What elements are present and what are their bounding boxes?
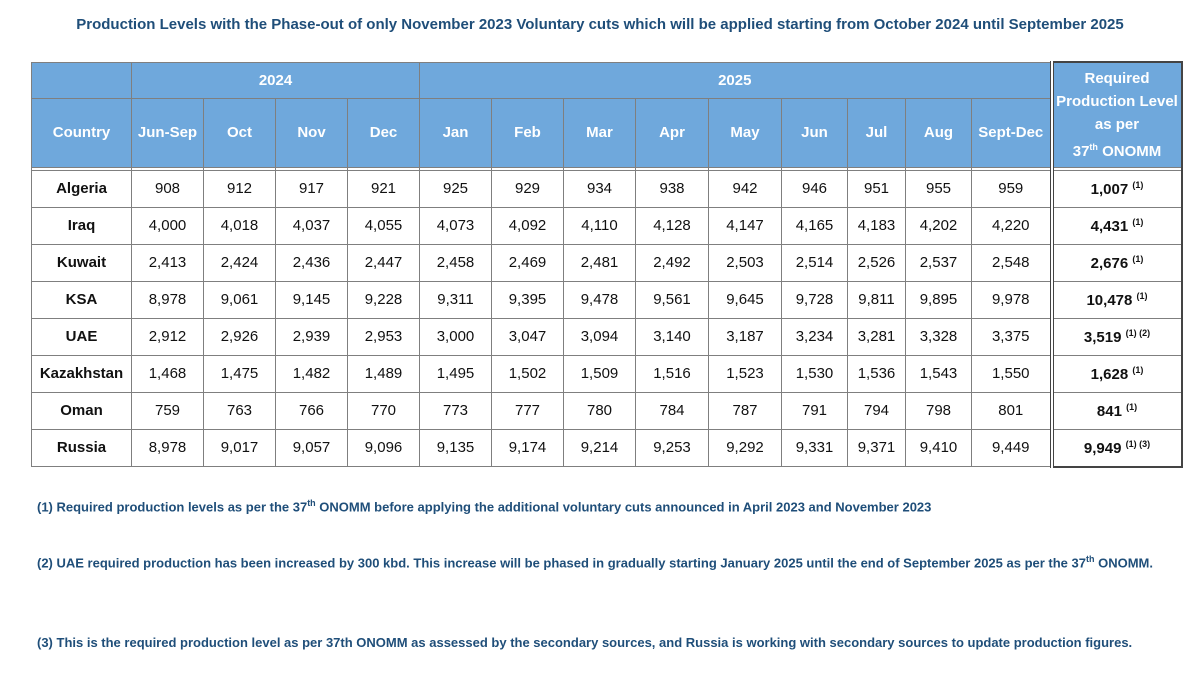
value-cell: 9,061: [204, 281, 276, 318]
required-cell: [1052, 207, 1182, 244]
value-cell: 1,509: [564, 355, 636, 392]
value-cell: 9,135: [420, 429, 492, 467]
value-cell: 2,458: [420, 244, 492, 281]
value-cell: 3,000: [420, 318, 492, 355]
value-cell: 2,424: [204, 244, 276, 281]
required-value: 3,519: [1083, 328, 1122, 346]
month-header: Jun: [782, 98, 848, 167]
month-header: Nov: [276, 98, 348, 167]
footnote-1-sup: th: [307, 498, 316, 508]
required-value: 4,431: [1090, 217, 1129, 235]
value-cell: 1,536: [848, 355, 906, 392]
value-cell: 2,537: [906, 244, 972, 281]
value-cell: 9,253: [636, 429, 709, 467]
page-title: Production Levels with the Phase-out of only November 2023 Voluntary cuts which will be applied starting from October 2024 until September 2025: [76, 16, 1124, 33]
year-2024-header: 2024: [132, 62, 420, 98]
value-cell: 9,096: [348, 429, 420, 467]
value-cell: 773: [420, 392, 492, 429]
value-cell: 1,468: [132, 355, 204, 392]
required-notes: (1) (2): [1125, 327, 1151, 338]
value-cell: 763: [204, 392, 276, 429]
value-cell: 921: [348, 170, 420, 207]
value-cell: 4,073: [420, 207, 492, 244]
country-cell: UAE: [32, 318, 132, 355]
required-header-main: Required Production Level as per: [1056, 69, 1178, 133]
value-cell: 2,939: [276, 318, 348, 355]
table-row: [32, 170, 1182, 207]
value-cell: 2,526: [848, 244, 906, 281]
production-table: [31, 61, 1183, 468]
table-row: [32, 207, 1182, 244]
month-header: May: [709, 98, 782, 167]
month-header: Oct: [204, 98, 276, 167]
month-header-row: [32, 98, 1182, 167]
month-header: Dec: [348, 98, 420, 167]
value-cell: 1,495: [420, 355, 492, 392]
value-cell: 801: [972, 392, 1052, 429]
required-value: 841: [1096, 402, 1122, 420]
value-cell: 4,202: [906, 207, 972, 244]
required-value: 2,676: [1090, 254, 1129, 272]
required-header-num: 37: [1072, 142, 1090, 160]
value-cell: 4,000: [132, 207, 204, 244]
required-value: 1,007: [1090, 180, 1129, 198]
table-body: [32, 167, 1182, 467]
value-cell: 2,413: [132, 244, 204, 281]
footnote-2-post: ONOMM.: [1094, 555, 1153, 571]
value-cell: 787: [709, 392, 782, 429]
value-cell: 2,481: [564, 244, 636, 281]
value-cell: 2,436: [276, 244, 348, 281]
value-cell: 3,187: [709, 318, 782, 355]
value-cell: 3,140: [636, 318, 709, 355]
value-cell: 925: [420, 170, 492, 207]
value-cell: 4,018: [204, 207, 276, 244]
month-header: Feb: [492, 98, 564, 167]
country-column-header: Country: [32, 98, 132, 167]
table-row: [32, 429, 1182, 467]
year-2025-header: 2025: [420, 62, 1052, 98]
value-cell: 951: [848, 170, 906, 207]
value-cell: 9,561: [636, 281, 709, 318]
value-cell: 2,953: [348, 318, 420, 355]
country-cell: Iraq: [32, 207, 132, 244]
footnote-1: [37, 490, 1182, 520]
value-cell: 9,311: [420, 281, 492, 318]
required-notes: (1): [1132, 216, 1144, 227]
required-value: 1,628: [1090, 365, 1129, 383]
value-cell: 791: [782, 392, 848, 429]
required-notes: (1): [1132, 179, 1144, 190]
value-cell: 942: [709, 170, 782, 207]
value-cell: 2,514: [782, 244, 848, 281]
value-cell: 946: [782, 170, 848, 207]
value-cell: 912: [204, 170, 276, 207]
value-cell: 9,371: [848, 429, 906, 467]
month-header: Aug: [906, 98, 972, 167]
value-cell: 2,492: [636, 244, 709, 281]
value-cell: 3,234: [782, 318, 848, 355]
value-cell: 3,047: [492, 318, 564, 355]
value-cell: 1,516: [636, 355, 709, 392]
value-cell: 2,548: [972, 244, 1052, 281]
value-cell: 8,978: [132, 429, 204, 467]
required-notes: (1) (3): [1125, 438, 1151, 449]
value-cell: 3,281: [848, 318, 906, 355]
value-cell: 798: [906, 392, 972, 429]
value-cell: 777: [492, 392, 564, 429]
value-cell: 938: [636, 170, 709, 207]
value-cell: 4,147: [709, 207, 782, 244]
year-header-row: [32, 62, 1182, 98]
required-value: 9,949: [1083, 439, 1122, 457]
country-cell: Algeria: [32, 170, 132, 207]
value-cell: 929: [492, 170, 564, 207]
table-row: [32, 281, 1182, 318]
value-cell: 9,017: [204, 429, 276, 467]
table-row: [32, 318, 1182, 355]
value-cell: 1,523: [709, 355, 782, 392]
required-cell: [1052, 318, 1182, 355]
value-cell: 4,110: [564, 207, 636, 244]
value-cell: 9,728: [782, 281, 848, 318]
value-cell: 4,037: [276, 207, 348, 244]
month-header: Jun-Sep: [132, 98, 204, 167]
value-cell: 4,220: [972, 207, 1052, 244]
footnote-3: (3) This is the required production level as per 37th ONOMM as assessed by the secondary sources, and Russia is working with secondary sources to update production figures.: [37, 635, 1133, 650]
value-cell: 959: [972, 170, 1052, 207]
value-cell: 3,375: [972, 318, 1052, 355]
required-notes: (1): [1136, 290, 1148, 301]
month-header: Sept-Dec: [972, 98, 1052, 167]
footnote-2-sup: th: [1086, 554, 1095, 564]
required-cell: [1052, 392, 1182, 429]
value-cell: 4,055: [348, 207, 420, 244]
required-cell: [1052, 244, 1182, 281]
value-cell: 1,475: [204, 355, 276, 392]
country-cell: Oman: [32, 392, 132, 429]
table-row: [32, 244, 1182, 281]
value-cell: 9,978: [972, 281, 1052, 318]
country-cell: Kuwait: [32, 244, 132, 281]
value-cell: 2,912: [132, 318, 204, 355]
value-cell: 2,503: [709, 244, 782, 281]
value-cell: 1,482: [276, 355, 348, 392]
value-cell: 9,292: [709, 429, 782, 467]
footnote-2-pre: (2) UAE required production has been increased by 300 kbd. This increase will be phased in gradually starting January 2025 until the end of September 2025 as per the 37: [37, 555, 1086, 571]
value-cell: 4,165: [782, 207, 848, 244]
value-cell: 9,057: [276, 429, 348, 467]
required-cell: [1052, 281, 1182, 318]
value-cell: 9,145: [276, 281, 348, 318]
value-cell: 9,410: [906, 429, 972, 467]
required-cell: [1052, 170, 1182, 207]
value-cell: 1,543: [906, 355, 972, 392]
required-header-tail: ONOMM: [1097, 142, 1162, 160]
value-cell: 3,094: [564, 318, 636, 355]
month-header: Jan: [420, 98, 492, 167]
value-cell: 955: [906, 170, 972, 207]
value-cell: 917: [276, 170, 348, 207]
value-cell: 908: [132, 170, 204, 207]
value-cell: 1,489: [348, 355, 420, 392]
value-cell: 9,331: [782, 429, 848, 467]
table-row: [32, 355, 1182, 392]
required-cell: [1052, 429, 1182, 467]
footnote-2: [37, 546, 1182, 576]
value-cell: 780: [564, 392, 636, 429]
value-cell: 4,183: [848, 207, 906, 244]
value-cell: 9,478: [564, 281, 636, 318]
value-cell: 759: [132, 392, 204, 429]
required-value: 10,478: [1086, 291, 1133, 309]
country-cell: Kazakhstan: [32, 355, 132, 392]
value-cell: 4,092: [492, 207, 564, 244]
country-cell: Russia: [32, 429, 132, 467]
value-cell: 9,811: [848, 281, 906, 318]
required-notes: (1): [1132, 253, 1144, 264]
value-cell: 9,645: [709, 281, 782, 318]
value-cell: 9,214: [564, 429, 636, 467]
required-notes: (1): [1126, 401, 1138, 412]
month-header: Mar: [564, 98, 636, 167]
value-cell: 9,449: [972, 429, 1052, 467]
country-cell: KSA: [32, 281, 132, 318]
value-cell: 1,530: [782, 355, 848, 392]
value-cell: 9,395: [492, 281, 564, 318]
value-cell: 4,128: [636, 207, 709, 244]
required-header-sup: th: [1089, 141, 1098, 152]
footnote-1-post: ONOMM before applying the additional voluntary cuts announced in April 2023 and November 2023: [315, 499, 932, 515]
value-cell: 766: [276, 392, 348, 429]
table-row: [32, 392, 1182, 429]
value-cell: 794: [848, 392, 906, 429]
blank-header-cell: [32, 62, 132, 98]
value-cell: 9,895: [906, 281, 972, 318]
value-cell: 2,926: [204, 318, 276, 355]
value-cell: 2,447: [348, 244, 420, 281]
footnote-1-pre: (1) Required production levels as per the 37: [37, 499, 308, 515]
value-cell: 1,502: [492, 355, 564, 392]
month-header: Apr: [636, 98, 709, 167]
value-cell: 2,469: [492, 244, 564, 281]
required-production-header: [1052, 62, 1182, 167]
required-notes: (1): [1132, 364, 1144, 375]
value-cell: 3,328: [906, 318, 972, 355]
value-cell: 8,978: [132, 281, 204, 318]
month-header: Jul: [848, 98, 906, 167]
value-cell: 934: [564, 170, 636, 207]
value-cell: 9,174: [492, 429, 564, 467]
value-cell: 770: [348, 392, 420, 429]
required-cell: [1052, 355, 1182, 392]
value-cell: 784: [636, 392, 709, 429]
value-cell: 9,228: [348, 281, 420, 318]
value-cell: 1,550: [972, 355, 1052, 392]
